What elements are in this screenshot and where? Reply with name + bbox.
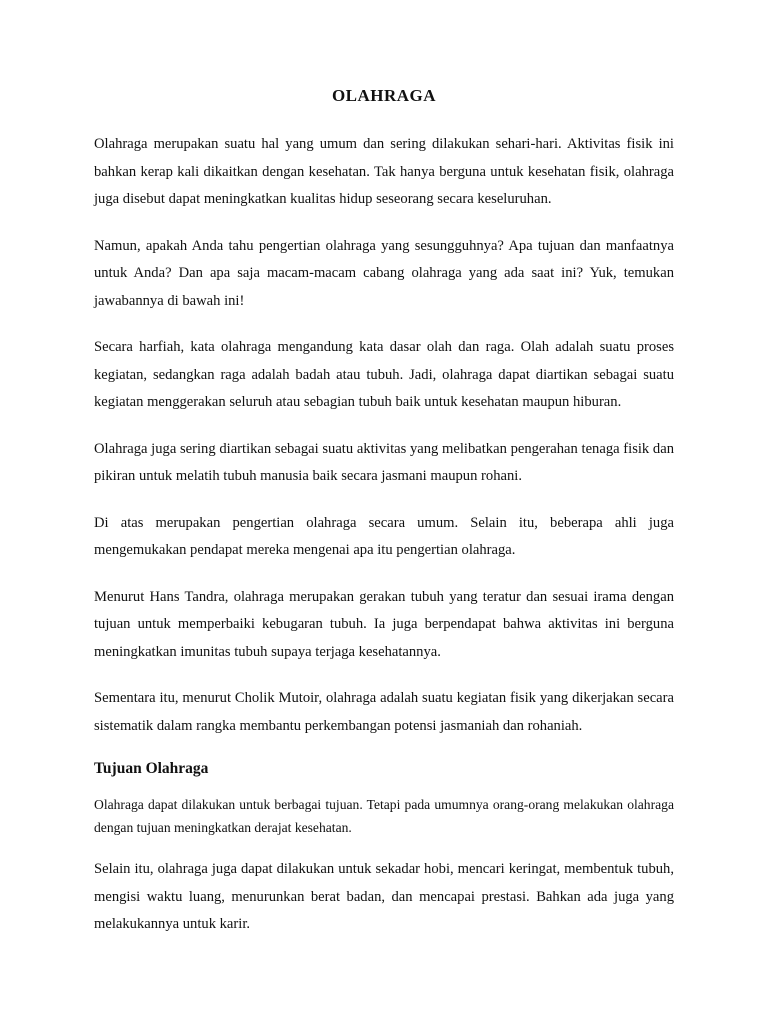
section-heading-tujuan: Tujuan Olahraga bbox=[94, 760, 209, 777]
paragraph-tujuan-other: Selain itu, olahraga juga dapat dilakukan untuk sekadar hobi, mencari keringat, membentuk tubuh, mengisi waktu luang, menurunkan berat badan, dan mencapai prestasi. Bahkan ada juga yang melakukannya untuk karir. bbox=[94, 861, 674, 932]
paragraph-cholik-mutoir: Sementara itu, menurut Cholik Mutoir, olahraga adalah suatu kegiatan fisik yang dikerjakan secara sistematik dalam rangka membantu perkembangan potensi jasmaniah dan rohaniah. bbox=[94, 690, 674, 734]
paragraph-tujuan-general: Olahraga dapat dilakukan untuk berbagai tujuan. Tetapi pada umumnya orang-orang melakukan olahraga dengan tujuan meningkatkan derajat kesehatan. bbox=[94, 797, 674, 835]
document-title: OLAHRAGA bbox=[331, 86, 437, 105]
paragraph-definition: Olahraga juga sering diartikan sebagai suatu aktivitas yang melibatkan pengerahan tenaga fisik dan pikiran untuk melatih tubuh manusia baik secara jasmani maupun rohani. bbox=[94, 440, 674, 484]
paragraph-intro: Olahraga merupakan suatu hal yang umum dan sering dilakukan sehari-hari. Aktivitas fisik ini bahkan kerap kali dikaitkan dengan kesehatan. Tak hanya berguna untuk kesehatan fisik, olahraga juga disebut dapat meningkatkan kualitas hidup seseorang secara keseluruhan. bbox=[94, 136, 674, 207]
document-body bbox=[94, 131, 674, 958]
paragraph-questions: Namun, apakah Anda tahu pengertian olahraga yang sesungguhnya? Apa tujuan dan manfaatnya untuk Anda? Dan apa saja macam-macam cabang olahraga yang ada saat ini? Yuk, temukan jawabannya di bawah ini! bbox=[94, 237, 674, 309]
paragraph-literal-meaning: Secara harfiah, kata olahraga mengandung kata dasar olah dan raga. Olah adalah suatu proses kegiatan, sedangkan raga adalah badah atau tubuh. Jadi, olahraga dapat diartikan sebagai suatu kegiatan menggerakan seluruh atau sebagian tubuh baik untuk kesehatan maupun hiburan. bbox=[94, 339, 674, 410]
paragraph-experts-intro: Di atas merupakan pengertian olahraga secara umum. Selain itu, beberapa ahli juga mengemukakan pendapat mereka mengenai apa itu pengertian olahraga. bbox=[94, 514, 674, 558]
paragraph-hans-tandra: Menurut Hans Tandra, olahraga merupakan gerakan tubuh yang teratur dan sesuai irama dengan tujuan untuk memperbaiki kebugaran tubuh. Ia juga berpendapat bahwa aktivitas ini berguna meningkatkan imunitas tubuh supaya terjaga kesehatannya. bbox=[94, 588, 674, 660]
